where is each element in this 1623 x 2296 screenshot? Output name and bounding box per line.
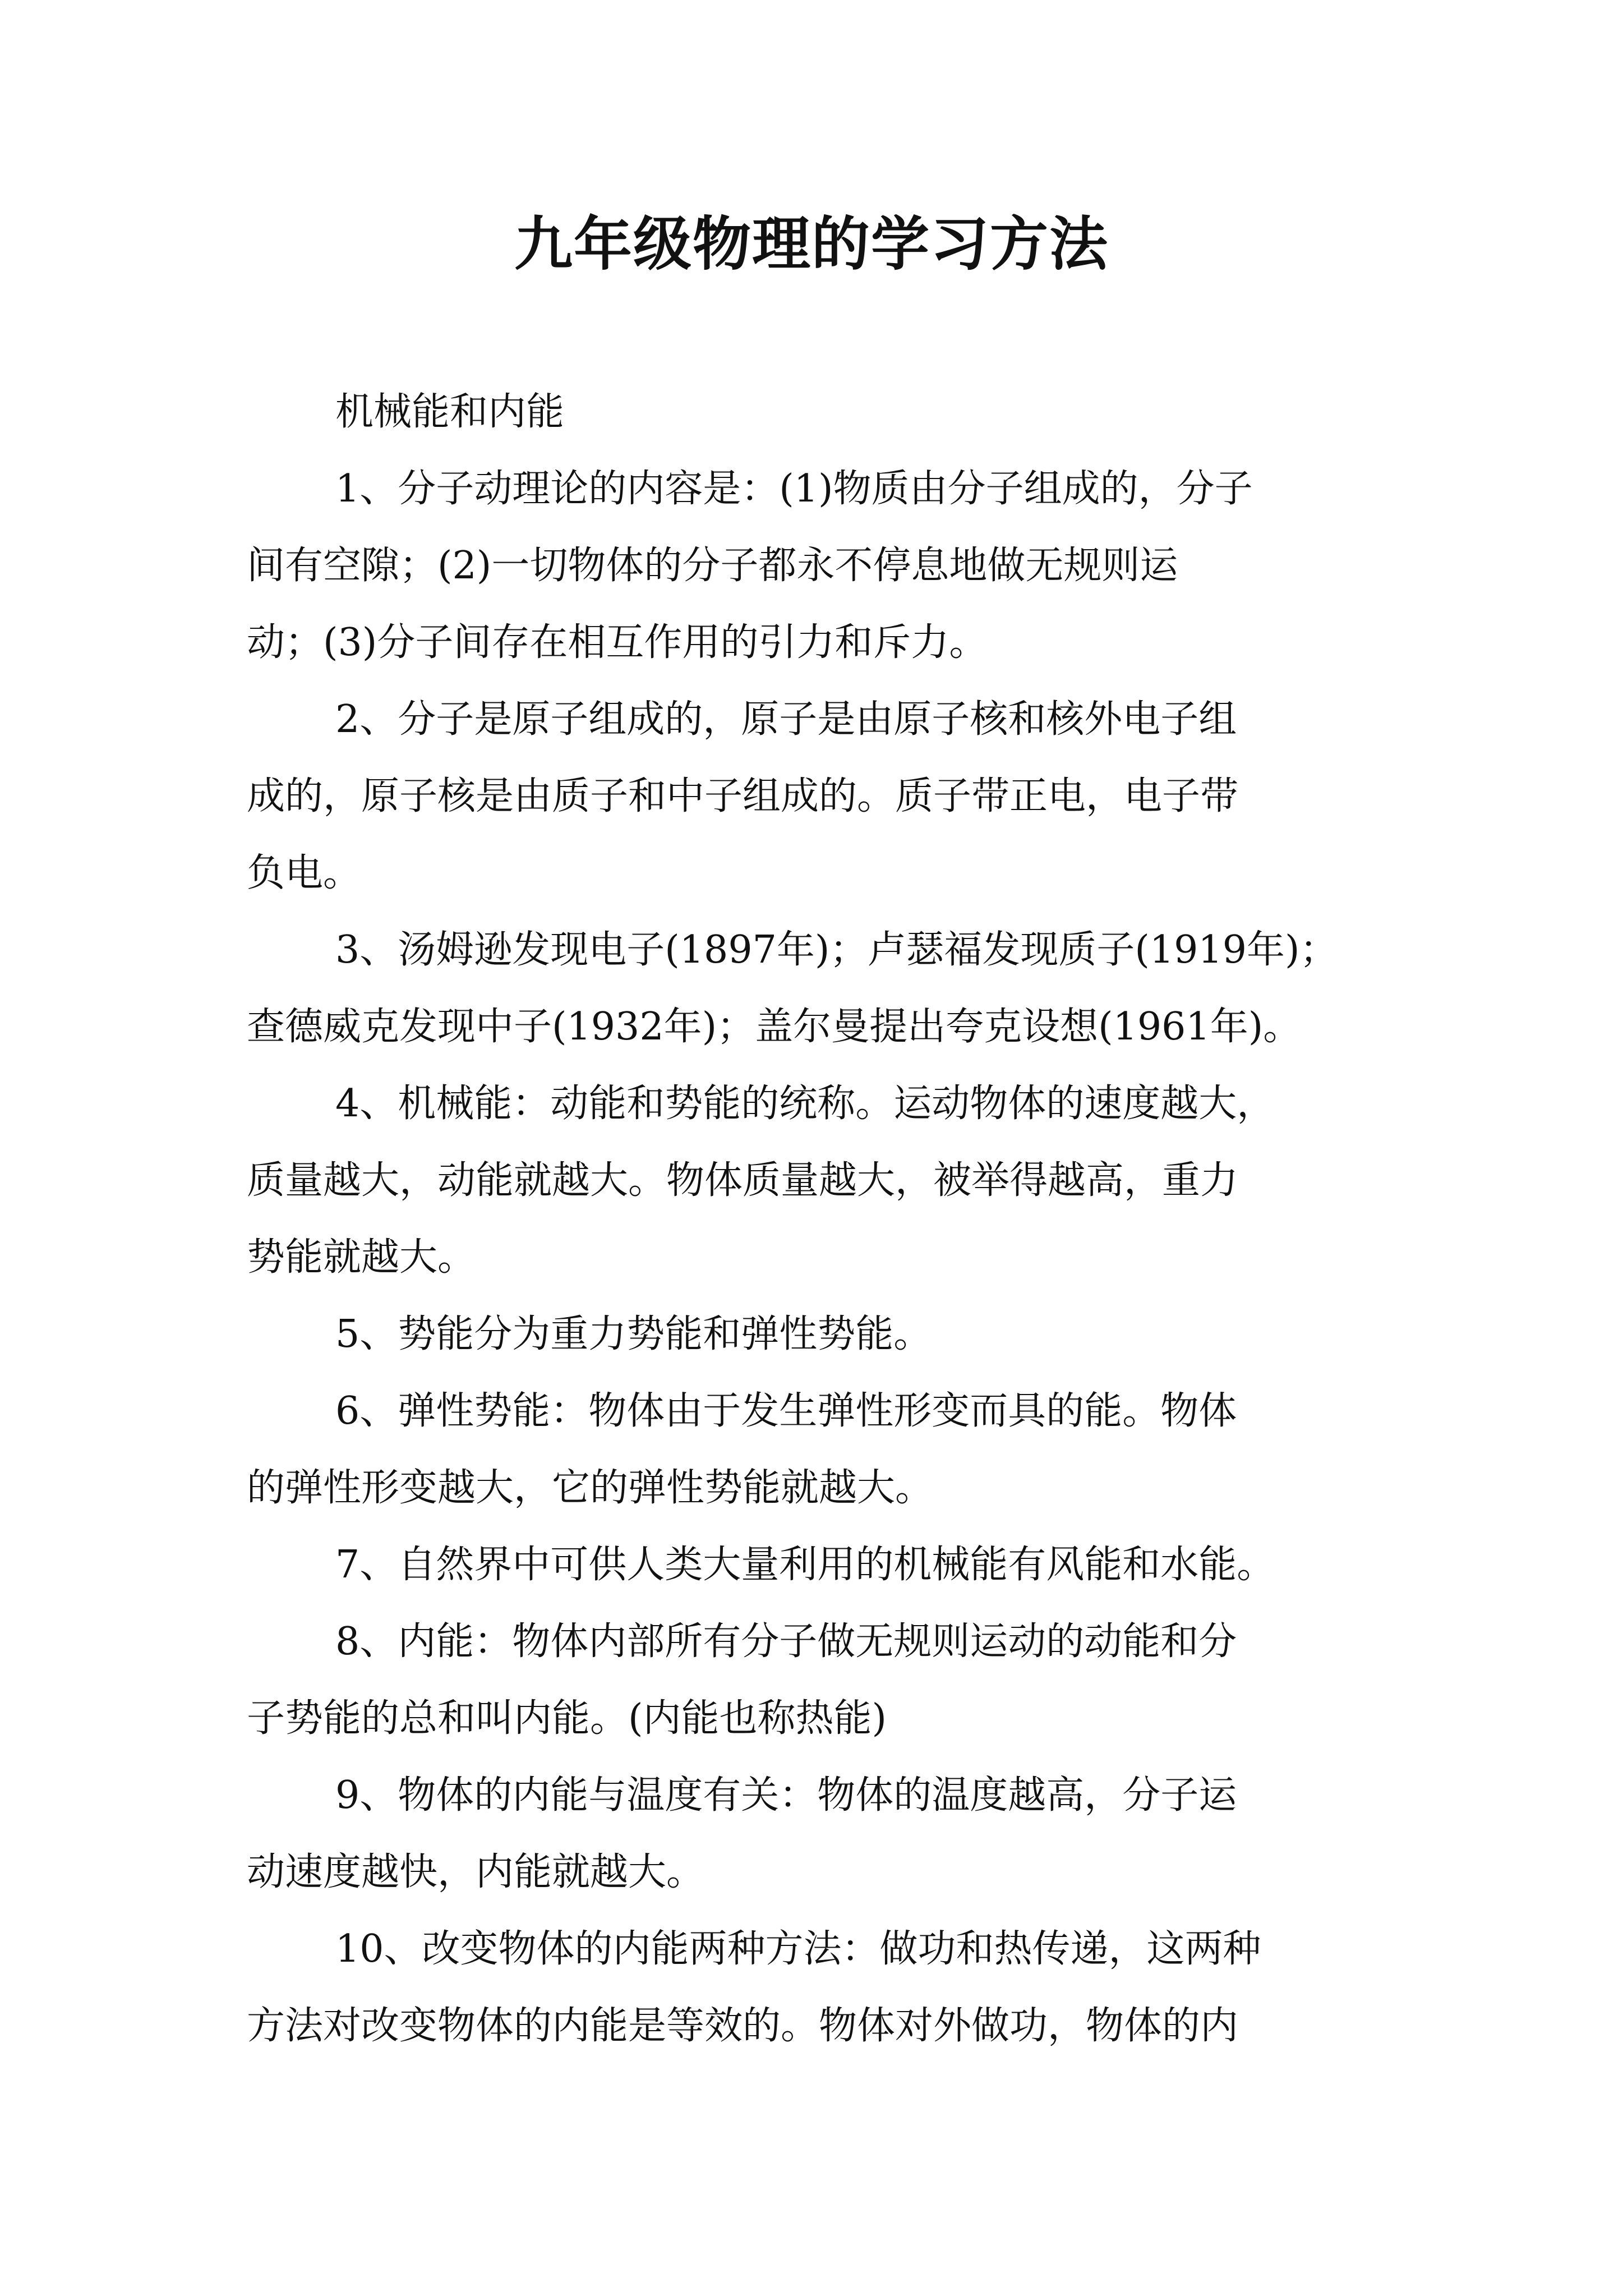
paragraph-line: 质量越大，动能就越大。物体质量越大，被举得越高，重力 <box>247 1158 1239 1203</box>
paragraph-line: 间有空隙；(2)一切物体的分子都永不停息地做无规则运 <box>247 544 1178 588</box>
paragraph-line: 动；(3)分子间存在相互作用的引力和斥力。 <box>247 620 988 665</box>
paragraph-line: 10、改变物体的内能两种方法：做功和热传递，这两种 <box>335 1927 1261 1971</box>
paragraph-line: 5、势能分为重力势能和弹性势能。 <box>335 1312 932 1356</box>
paragraph-line: 7、自然界中可供人类大量利用的机械能有风能和水能。 <box>335 1543 1275 1587</box>
paragraph-line: 负电。 <box>247 851 362 895</box>
document-title: 九年级物理的学习方法 <box>514 209 1109 278</box>
paragraph-line: 3、汤姆逊发现电子(1897年)；卢瑟福发现质子(1919年)； <box>335 928 1338 972</box>
paragraph-line: 9、物体的内能与温度有关：物体的温度越高，分子运 <box>335 1773 1237 1818</box>
paragraph-line: 查德威克发现中子(1932年)；盖尔曼提出夸克设想(1961年)。 <box>247 1005 1302 1049</box>
paragraph-line: 动速度越快，内能就越大。 <box>247 1850 705 1894</box>
paragraph-line: 6、弹性势能：物体由于发生弹性形变而具的能。物体 <box>335 1389 1237 1433</box>
paragraph-line: 势能就越大。 <box>247 1235 476 1280</box>
section-heading: 机械能和内能 <box>335 390 565 434</box>
paragraph-line: 子势能的总和叫内能。(内能也称热能) <box>247 1696 887 1741</box>
paragraph-line: 1、分子动理论的内容是：(1)物质由分子组成的，分子 <box>335 467 1253 511</box>
paragraph-line: 方法对改变物体的内能是等效的。物体对外做功，物体的内 <box>247 2004 1239 2048</box>
paragraph-line: 成的，原子核是由质子和中子组成的。质子带正电，电子带 <box>247 774 1239 818</box>
paragraph-line: 4、机械能：动能和势能的统称。运动物体的速度越大， <box>335 1082 1275 1126</box>
paragraph-line: 8、内能：物体内部所有分子做无规则运动的动能和分 <box>335 1619 1237 1664</box>
paragraph-line: 2、分子是原子组成的，原子是由原子核和核外电子组 <box>335 697 1237 742</box>
paragraph-line: 的弹性形变越大，它的弹性势能就越大。 <box>247 1466 934 1510</box>
